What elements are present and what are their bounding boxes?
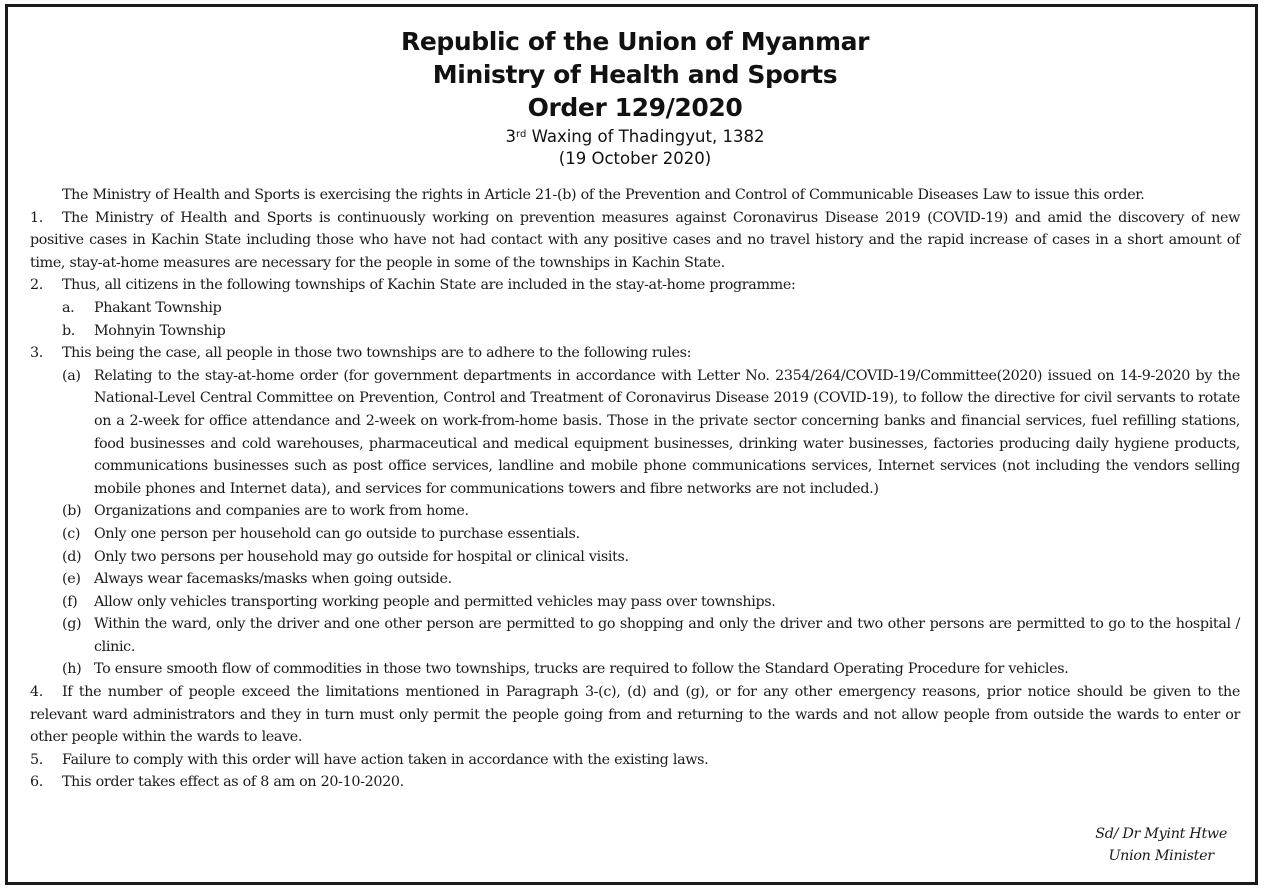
paragraph-5 xyxy=(30,749,1240,772)
header-order-number: Order 129/2020 xyxy=(527,93,743,122)
document-header xyxy=(30,25,1240,124)
item-label: (c) xyxy=(62,525,81,542)
signatory-title: Union Minister xyxy=(1108,848,1214,864)
list-item xyxy=(30,365,1240,501)
item-text: To ensure smooth flow of commodities in those two townships, trucks are required to follow the Standard Operating Procedure for vehicles. xyxy=(94,661,1069,678)
paragraph-number: 2. xyxy=(30,277,43,294)
intro-paragraph: The Ministry of Health and Sports is exercising the rights in Article 21-(b) of the Prevention and Control of Communicable Diseases Law to issue this order. xyxy=(62,187,1145,203)
item-text: Phakant Township xyxy=(94,299,222,316)
date-suffix: rd xyxy=(516,129,527,140)
list-item xyxy=(30,658,1240,681)
list-item xyxy=(30,500,1240,523)
item-label: (f) xyxy=(62,593,78,610)
paragraph-text: This order takes effect as of 8 am on 20-10-2020. xyxy=(62,774,404,791)
document-body xyxy=(30,184,1240,794)
header-country: Republic of the Union of Myanmar xyxy=(400,27,869,56)
list-item xyxy=(30,568,1240,591)
item-label: b. xyxy=(62,322,75,339)
myanmar-date xyxy=(30,126,1240,148)
paragraph-number: 5. xyxy=(30,751,43,768)
list-item xyxy=(30,523,1240,546)
item-text: Always wear facemasks/masks when going outside. xyxy=(94,571,452,588)
item-label: a. xyxy=(62,299,75,316)
item-text: Only two persons per household may go outside for hospital or clinical visits. xyxy=(94,548,629,565)
paragraph-number: 6. xyxy=(30,774,43,791)
document-frame xyxy=(5,4,1258,885)
list-item xyxy=(30,591,1240,614)
paragraph-1 xyxy=(30,207,1240,275)
item-text: Within the ward, only the driver and one other person are permitted to go shopping and only the driver and two other persons are permitted to go to the hospital / clinic. xyxy=(94,616,1240,655)
paragraph-6 xyxy=(30,771,1240,794)
signatory-name: Sd/ Dr Myint Htwe xyxy=(1095,826,1227,842)
paragraph-text: Thus, all citizens in the following townships of Kachin State are included in the stay-at-home programme: xyxy=(62,277,796,294)
order-document xyxy=(30,25,1240,794)
list-item xyxy=(30,320,1240,343)
item-label: (e) xyxy=(62,571,81,588)
header-ministry: Ministry of Health and Sports xyxy=(432,60,838,89)
item-label: (h) xyxy=(62,661,82,678)
paragraph-text: This being the case, all people in those two townships are to adhere to the following rules: xyxy=(62,345,692,362)
item-text: Only one person per household can go outside to purchase essentials. xyxy=(94,525,580,542)
gregorian-date: (19 October 2020) xyxy=(558,149,712,168)
paragraph-text: The Ministry of Health and Sports is continuously working on prevention measures against Coronavirus Disease 2019 (COVID-19) and amid the discovery of new positive cases in Kachin State including those who have not had contact with any positive cases and no travel history and the rapid increase of cases in a short amount of time, stay-at-home measures are necessary for the people in some of the townships in Kachin State. xyxy=(30,209,1240,271)
signature-block xyxy=(1095,823,1227,867)
paragraph-3 xyxy=(30,342,1240,365)
list-item xyxy=(30,613,1240,658)
item-text: Allow only vehicles transporting working people and permitted vehicles may pass over townships. xyxy=(94,593,776,610)
paragraph-text: Failure to comply with this order will have action taken in accordance with the existing laws. xyxy=(62,751,709,768)
item-label: (d) xyxy=(62,548,82,565)
paragraph-number: 4. xyxy=(30,684,43,701)
item-label: (g) xyxy=(62,616,82,633)
date-rest: Waxing of Thadingyut, 1382 xyxy=(526,127,765,146)
item-text: Organizations and companies are to work from home. xyxy=(94,503,469,520)
paragraph-4 xyxy=(30,681,1240,749)
item-label: (b) xyxy=(62,503,82,520)
list-item xyxy=(30,546,1240,569)
item-text: Mohnyin Township xyxy=(94,322,226,339)
item-label: (a) xyxy=(62,367,81,384)
paragraph-text: If the number of people exceed the limitations mentioned in Paragraph 3-(c), (d) and (g), or for any other emergency reasons, prior notice should be given to the relevant ward administrators and they in turn must only permit the people going from and returning to the wards and not allow people from outside the wards to enter or other people within the wards to leave. xyxy=(30,684,1240,746)
item-text: Relating to the stay-at-home order (for government departments in accordance with Letter No. 2354/264/COVID-19/Committee(2020) issued on 14-9-2020 by the National-Level Central Committee on Prevention, Control and Treatment of Coronavirus Disease 2019 (COVID-19), to follow the directive for civil servants to rotate on a 2-week for office attendance and 2-week on work-from-home basis. Those in the private sector concerning banks and financial services, fuel refilling stations, food businesses and cold warehouses, pharmaceutical and medical equipment businesses, drinking water businesses, factories producing daily hygiene products, communications businesses such as post office services, landline and mobile phone communications services, Internet services (not including the vendors selling mobile phones and Internet data), and services for communications towers and fibre networks are not included.) xyxy=(94,367,1240,497)
date-day: 3 xyxy=(505,127,517,146)
list-item xyxy=(30,297,1240,320)
paragraph-number: 1. xyxy=(30,209,43,226)
paragraph-2 xyxy=(30,274,1240,297)
paragraph-number: 3. xyxy=(30,345,43,362)
